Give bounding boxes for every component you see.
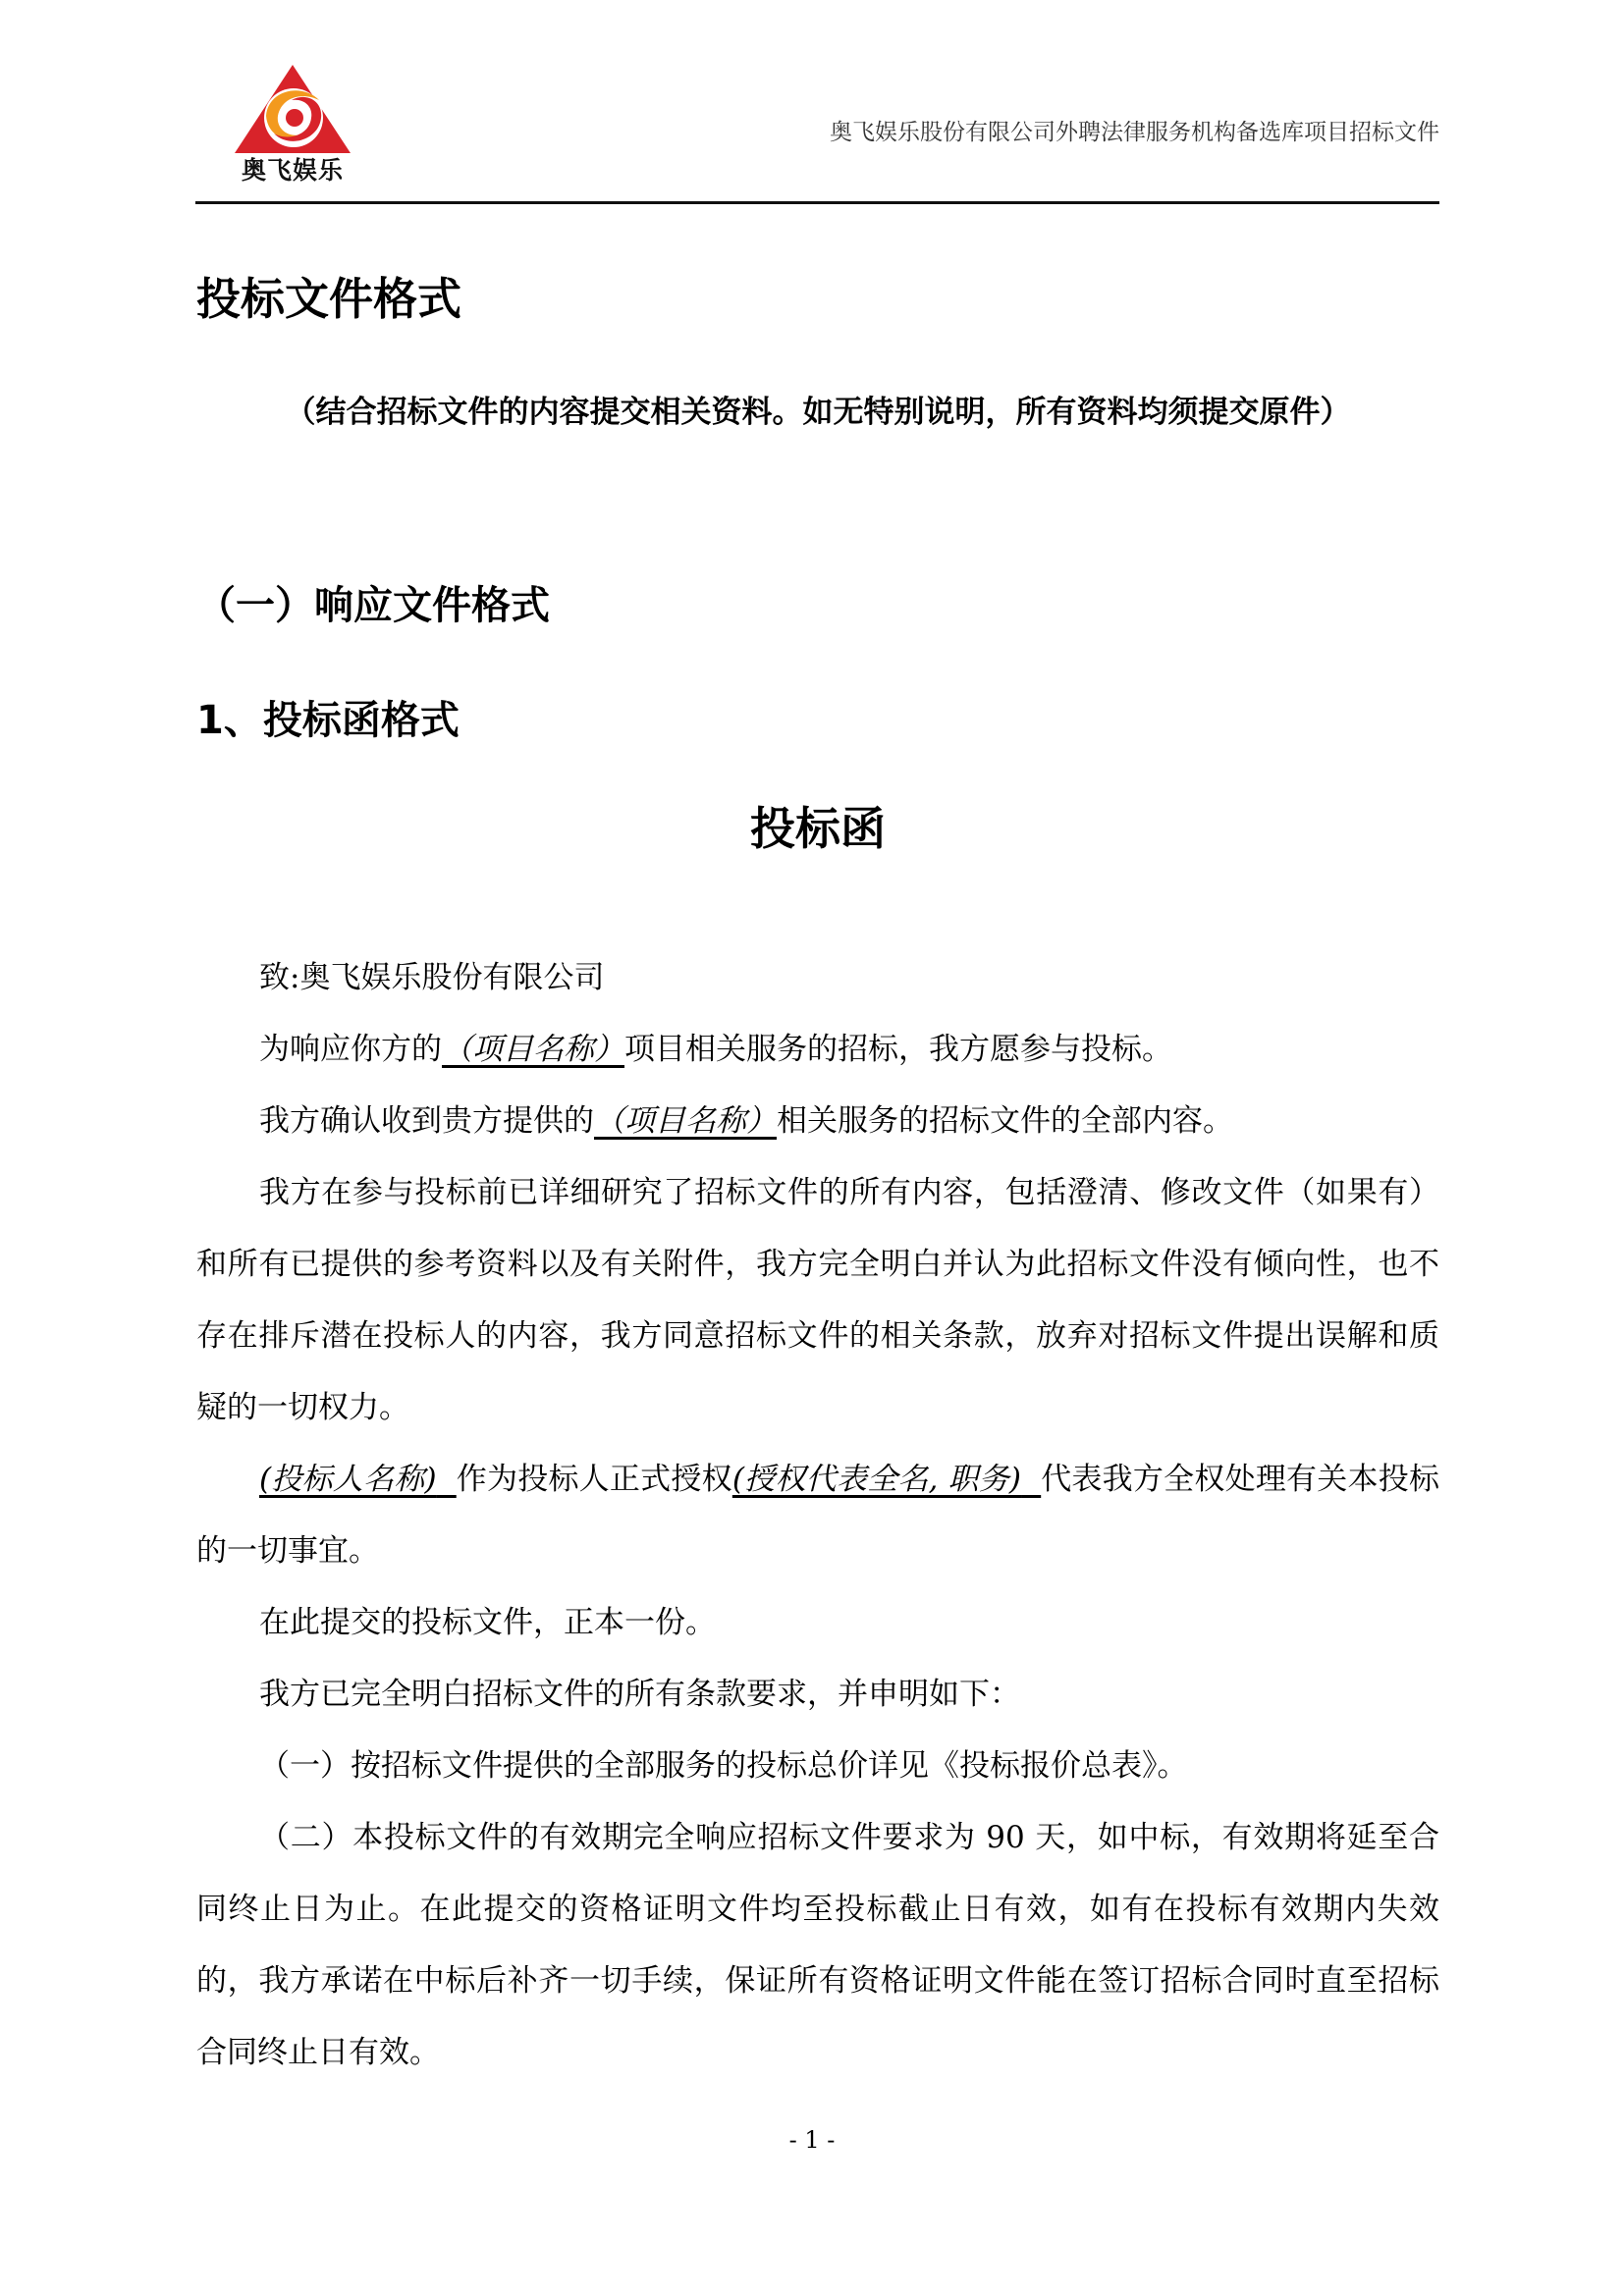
p2-text: 我方确认收到贵方提供的: [259, 1103, 594, 1139]
addressee: 致:奥飞娱乐股份有限公司: [259, 960, 605, 995]
p1-text-after: 项目相关服务的招标，我方愿参与投标。: [624, 1032, 1172, 1067]
page-title: 投标文件格式: [196, 273, 462, 325]
paragraph-1: [196, 1014, 1439, 1086]
paragraph-5: 在此提交的投标文件，正本一份。: [259, 1605, 716, 1640]
representative-placeholder: (授权代表全名, 职务): [731, 1462, 1022, 1497]
section-heading: （一）响应文件格式: [196, 583, 550, 628]
subtitle-note: （结合招标文件的内容提交相关资料。如无特别说明，所有资料均须提交原件）: [285, 395, 1351, 430]
bidder-name-placeholder: (投标人名称): [259, 1462, 437, 1497]
letter-body: [196, 942, 1439, 2089]
document-header-title: 奥飞娱乐股份有限公司外聘法律服务机构备选库项目招标文件: [830, 120, 1439, 145]
paragraph-3: 我方在参与投标前已详细研究了招标文件的所有内容，包括澄清、修改文件（如果有）和所有已提供的参考资料以及有关附件，我方完全明白并认为此招标文件没有倾向性，也不存在排斥潜在投标人的内容，我方同意招标文件的相关条款，放弃对招标文件提出误解和质疑的一切权力。: [196, 1175, 1439, 1425]
p4-text-after: 代表我方全权处理有关本投标的一切事宜。: [196, 1462, 1439, 1569]
logo-text: 奥飞娱乐: [241, 156, 344, 185]
logo-mark-icon: [225, 61, 360, 154]
page-number: - 1 -: [788, 2126, 836, 2154]
header-divider: [195, 201, 1439, 204]
letter-title: 投标函: [750, 802, 886, 855]
paragraph-7: （一）按招标文件提供的全部服务的投标总价详见《投标报价总表》。: [259, 1748, 1188, 1784]
p1-text: 为响应你方的: [259, 1032, 442, 1067]
paragraph-8: （二）本投标文件的有效期完全响应招标文件要求为 90 天，如中标，有效期将延至合同终止日为止。在此提交的资格证明文件均至投标截止日有效，如有在投标有效期内失效的，我方承诺在中标后补齐一切手续，保证所有资格证明文件能在签订招标合同时直至招标合同终止日有效。: [196, 1820, 1439, 2070]
blank-underline: [437, 1462, 457, 1497]
paragraph-4: [196, 1444, 1439, 1587]
paragraph-2: [196, 1086, 1439, 1157]
company-logo: [225, 61, 360, 187]
paragraph-6: 我方已完全明白招标文件的所有条款要求，并申明如下：: [259, 1677, 1020, 1712]
p2-text-after: 相关服务的招标文件的全部内容。: [777, 1103, 1233, 1139]
p4-text: 作为投标人正式授权: [456, 1462, 732, 1497]
project-name-placeholder: （项目名称）: [594, 1103, 777, 1139]
subsection-heading: 1、投标函格式: [196, 698, 460, 743]
project-name-placeholder: （项目名称）: [442, 1032, 624, 1067]
blank-underline: [1021, 1462, 1041, 1497]
